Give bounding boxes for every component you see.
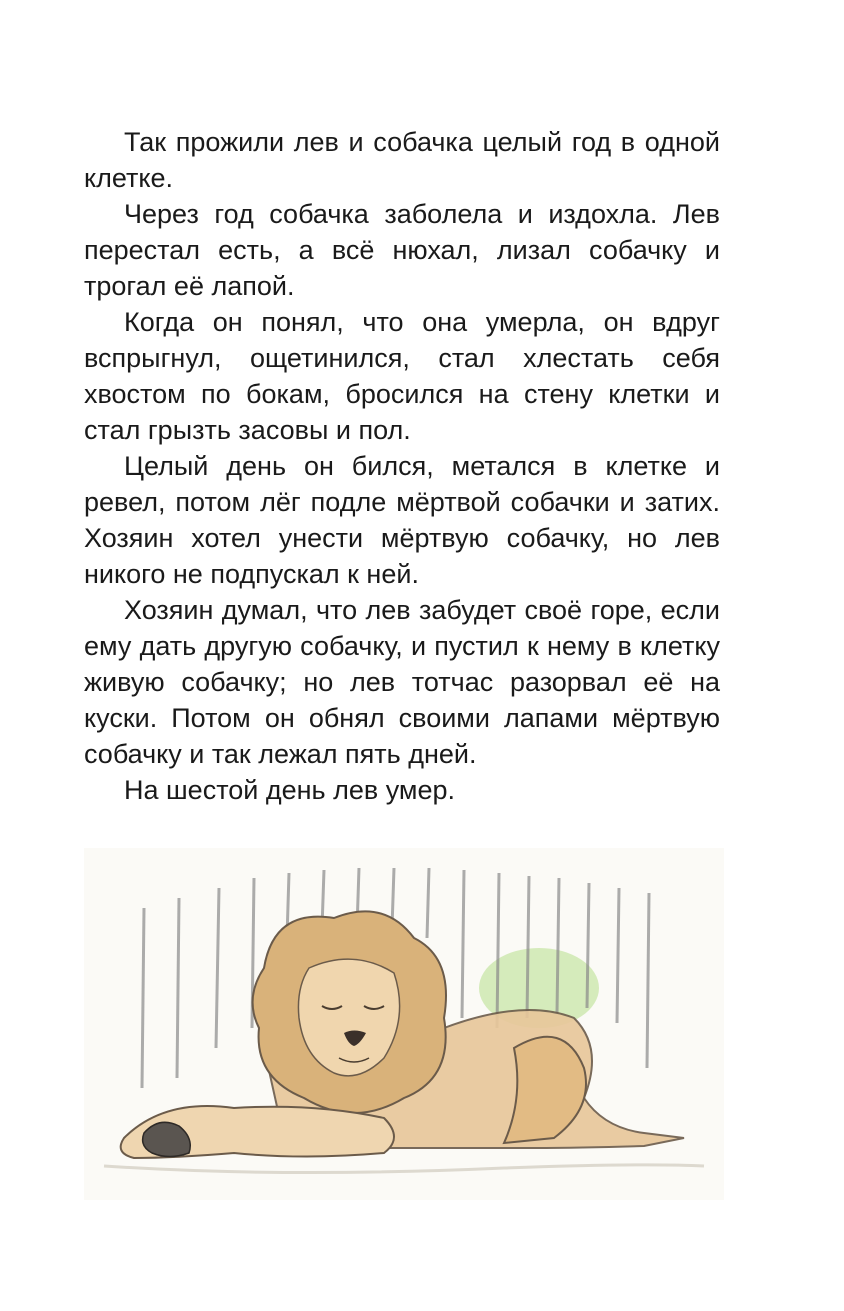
paragraph-6: На шестой день лев умер. [124, 775, 456, 805]
paragraph-2: Через год собачка заболела и издохла. Лев перестал есть, а всё нюхал, лизал собачку и трогал её лапой. [84, 199, 720, 301]
sleeping-lion-with-dog-illustration [84, 848, 724, 1200]
paragraph-5: Хозяин думал, что лев забудет своё горе, если ему дать другую собачку, и пустил к нему в клетку живую собачку; но лев тотчас разорвал её на куски. Потом он обнял своими лапами мёртвую собачку и так лежал пять дней. [84, 595, 720, 769]
paragraph-4: Целый день он бился, метался в клетке и ревел, потом лёг подле мёртвой собачки и затих. Хозяин хотел унести мёртвую собачку, но лев никого не подпускал к ней. [84, 451, 720, 589]
paragraph-1: Так прожили лев и собачка целый год в одной клетке. [84, 127, 720, 193]
story-text [84, 124, 720, 808]
paragraph-3: Когда он понял, что она умерла, он вдруг вспрыгнул, ощетинился, стал хлестать себя хвостом по бокам, бросился на стену клетки и стал грызть засовы и пол. [84, 307, 720, 445]
